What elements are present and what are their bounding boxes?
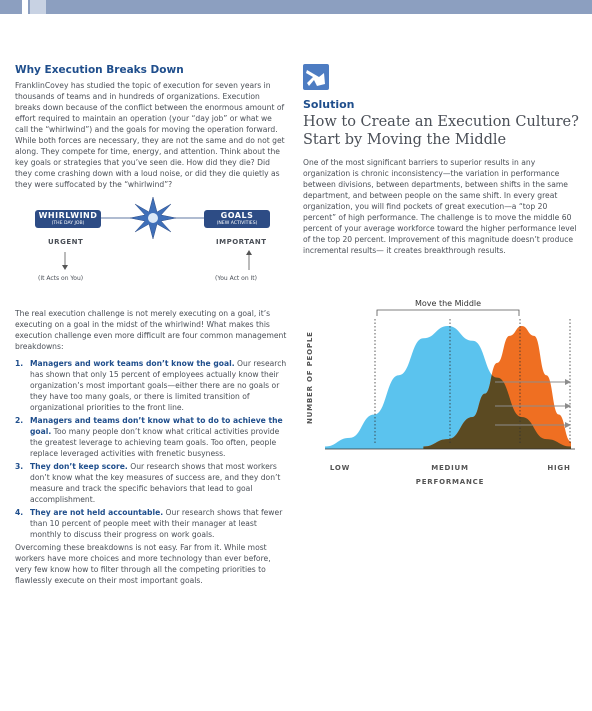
breakdown-list [15, 358, 287, 540]
move-the-middle-chart [303, 294, 583, 490]
whirlwind-sublabel: (THE DAY JOB) [51, 221, 85, 226]
whirlwind-label: WHIRLWIND [38, 211, 98, 220]
section-heading: Why Execution Breaks Down [15, 64, 184, 76]
item-bold: Managers and work teams don’t know the goal. [30, 359, 235, 368]
top-bar-block [22, 0, 28, 14]
x-tick-high: HIGH [547, 464, 571, 472]
urgent-label: URGENT [48, 238, 84, 246]
item-text: Too many people don’t know what critical activities provide the greatest leverage to achieving team goals. Too often, people replace leveraged activities with frenetic busyness. [30, 427, 280, 458]
item-number: 1. [15, 359, 24, 368]
left-column-lower [15, 308, 287, 586]
item-bold: Managers and teams don’t know what to do to achieve the goal. [30, 416, 283, 436]
chart-svg [303, 294, 583, 490]
list-item [15, 507, 287, 540]
goals-label: GOALS [220, 211, 254, 220]
list-item [15, 415, 287, 459]
right-column [303, 64, 580, 256]
item-number: 2. [15, 416, 24, 425]
x-tick-low: LOW [329, 464, 351, 472]
top-bar-block [30, 0, 46, 14]
target-hit-icon [303, 64, 329, 90]
x-tick-medium: MEDIUM [431, 464, 469, 472]
item-text: Our research has shown that only 15 percent of employees actually know their organization’s most important goals—either there are no goals or they have too many goals, or there is limited transition of organizational priorities to the front line. [30, 359, 287, 412]
goals-badge [204, 210, 270, 228]
solution-title-line1: How to Create an Execution Culture? [303, 114, 579, 130]
important-label: IMPORTANT [216, 238, 267, 246]
item-text: Our research shows that most workers don’t know what the key measures of success are, and they don’t measure and track the specific behaviors that lead to goal accomplishment. [30, 462, 281, 504]
goals-sublabel: (NEW ACTIVITIES) [216, 221, 258, 226]
challenge-paragraph: The real execution challenge is not merely executing on a goal, it’s executing on a goal in the midst of the whirlwind! What makes this execution challenge even more difficult are four common management breakdowns: [15, 309, 287, 351]
solution-label: Solution [303, 98, 355, 111]
y-axis-label: NUMBER OF PEOPLE [306, 331, 314, 424]
solution-paragraph: One of the most significant barriers to superior results in any organization is chronic inconsistency—the variation in performance between divisions, between departments, between shifts in the same department, and between people on the same shift. In every great organization, you will find pockets of great execution—a “top 20 percent” of high performance. The challenge is to move the middle 60 percent of your average workforce toward the higher performance level of the top 20 percent. Improvement of this magnitude doesn’t produce incremental results— it creates breakthrough results. [303, 158, 577, 255]
list-item [15, 358, 287, 413]
item-bold: They are not held accountable. [30, 508, 164, 517]
item-number: 4. [15, 508, 24, 517]
item-bold: They don’t keep score. [30, 462, 128, 471]
list-item [15, 461, 287, 505]
top-color-bar [0, 0, 592, 14]
chart-title: Move the Middle [414, 299, 482, 308]
up-arrow-icon [246, 250, 252, 270]
starburst-icon [130, 197, 176, 239]
left-column [15, 64, 287, 190]
you-act-note: (You Act on It) [215, 275, 257, 282]
down-arrow-icon [62, 252, 68, 270]
whirlwind-badge [35, 210, 101, 228]
solution-title-line2: Start by Moving the Middle [303, 132, 507, 148]
item-text: Our research shows that fewer than 10 percent of people meet with their manager at least monthly to discuss their progress on work goals. [30, 508, 283, 539]
intro-paragraph: FranklinCovey has studied the topic of execution for seven years in thousands of teams and in hundreds of organizations. Execution breaks down because of the conflict between the enormous amount of effort required to maintain an operation (your “day job” or what we call the “whirlwind”) and the goals for moving the operation forward. While both forces are necessary, they are not the same and do not get along. They compete for time, energy, and attention. Think about the key goals or strategies that you’ve seen die. How did they die? Did they come crashing down with a loud noise, or did they die quietly as they were suffocated by the “whirlwind”? [15, 81, 285, 189]
item-number: 3. [15, 462, 24, 471]
x-axis-label: PERFORMANCE [415, 478, 485, 486]
acts-on-you-note: (It Acts on You) [38, 275, 84, 282]
closing-paragraph: Overcoming these breakdowns is not easy. Far from it. While most workers have more choices and more technology than ever before, very few know how to filter through all the competing priorities to flawlessly execute on their most important goals. [15, 543, 271, 585]
whirlwind-goals-diagram [15, 196, 287, 288]
